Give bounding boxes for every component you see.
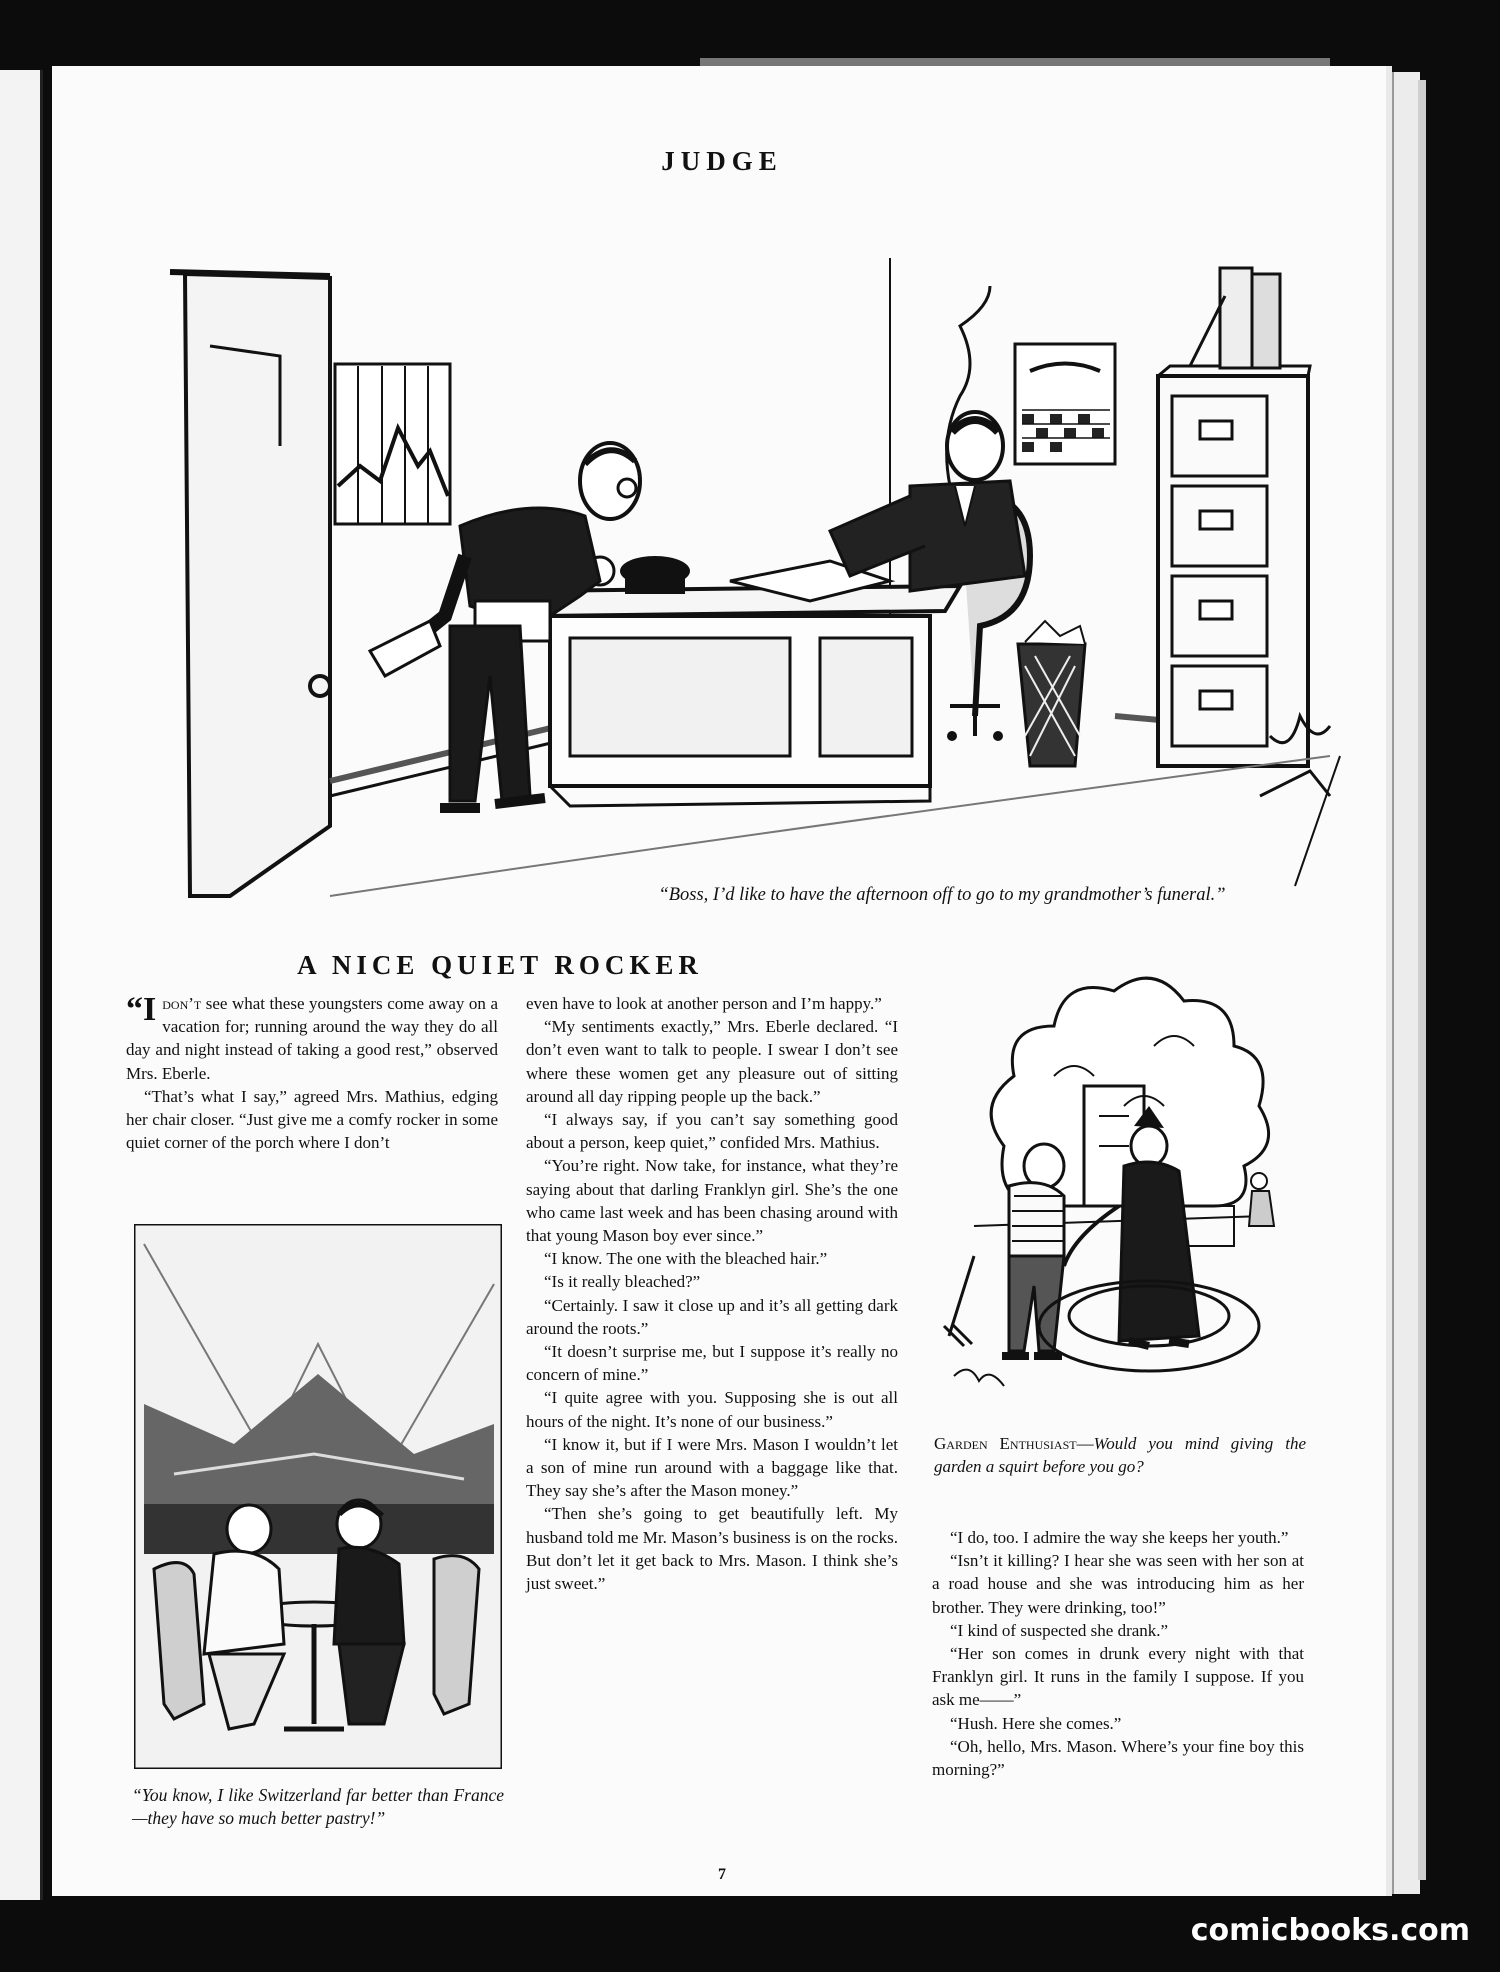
drop-cap: “I [126,991,157,1028]
paragraph: “Certainly. I saw it close up and it’s all getting dark around the roots.” [526,1295,898,1338]
office-cartoon [130,196,1350,911]
paragraph: “Then she’s going to get beautifully left. My husband told me Mr. Mason’s business is on the rocks. But don’t let it get back to Mrs. Mason. I think she’s just sweet.” [526,1504,898,1594]
article-column-3 [932,1526,1304,1781]
paragraph: even have to look at another person and I’m happy.” [526,994,882,1013]
paragraph: “My sentiments exactly,” Mrs. Eberle declared. “I don’t even want to talk to people. I swear I don’t see where these women get any pleasure out of sitting around all day ripping people up the back.” [526,1017,898,1106]
masthead: JUDGE [661,146,783,176]
paragraph-text: see what these youngsters come away on a vacation for; running around the way they do all day and night instead of taking a good rest,” observed Mrs. Eberle. [126,994,498,1083]
left-page-edge [0,70,43,1900]
paragraph: “I know it, but if I were Mrs. Mason I wouldn’t let a son of mine run around with a baggage like that. They say she’s after the Mason money.” [526,1434,898,1501]
paragraph: “That’s what I say,” agreed Mrs. Mathius, edging her chair closer. “Just give me a comfy rocker in some quiet corner of the porch where I don’t [126,1086,498,1153]
switzerland-cartoon [134,1224,502,1769]
paragraph: “Hush. Here she comes.” [950,1713,1122,1733]
right-page-edge [1392,72,1420,1894]
paragraph: “I know. The one with the bleached hair.” [544,1249,828,1269]
paragraph: “I quite agree with you. Supposing she is out all hours of the night. It’s none of our business.” [526,1388,898,1431]
garden-caption-joke: Would you mind giving the garden a squirt before you go? [934,1434,1306,1476]
paragraph: “It doesn’t surprise me, but I suppose it’s really no concern of mine.” [526,1342,898,1385]
garden-caption-lead: Garden Enthusiast [934,1434,1077,1453]
watermark: comicbooks.com [1190,1913,1470,1948]
paragraph [126,992,498,1085]
switzerland-cartoon-caption: “You know, I like Switzerland far better than France—they have so much better pastry!” [132,1785,504,1828]
paragraph: “I kind of suspected she drank.” [950,1620,1169,1640]
page-number: 7 [718,1866,726,1883]
opening-small-caps: don’t [162,994,202,1013]
paragraph: “I always say, if you can’t say something good about a person, keep quiet,” confided Mrs. Mathius. [526,1110,898,1153]
article-title: A NICE QUIET ROCKER [297,950,703,980]
paragraph: “I do, too. I admire the way she keeps her youth.” [950,1528,1289,1547]
article-column-1 [126,992,498,1154]
paragraph: “Oh, hello, Mrs. Mason. Where’s your fine boy this morning?” [932,1736,1304,1780]
paragraph: “You’re right. Now take, for instance, what they’re saying about that darling Franklyn girl. She’s the one who came last week and has been chasing around with that young Mason boy ever since.” [526,1156,898,1246]
paragraph: “Her son comes in drunk every night with that Franklyn girl. It runs in the family I suppose. If you ask me——” [932,1644,1304,1710]
office-cartoon-caption: “Boss, I’d like to have the afternoon off to go to my grandmother’s funeral.” [658,885,1226,905]
magazine-page [52,66,1392,1896]
paragraph: “Isn’t it killing? I hear she was seen with her son at a road house and she was introducing him as her brother. They were drinking, too!” [932,1551,1304,1617]
garden-cartoon-caption: Garden Enthusiast—Would you mind giving the garden a squirt before you go? [934,1434,1306,1476]
paragraph: “Is it really bleached?” [544,1272,701,1292]
article-column-2 [526,992,898,1595]
right-page-edge-shadow [1418,80,1426,1880]
garden-cartoon [934,956,1304,1411]
